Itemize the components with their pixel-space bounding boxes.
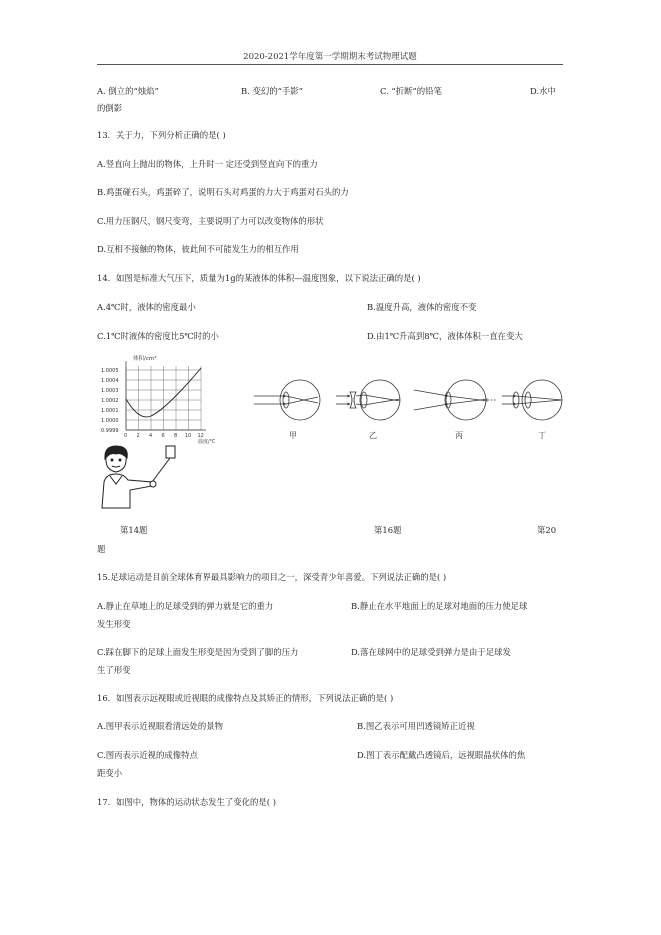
q15-option-b-continued: 发生形变	[97, 619, 131, 629]
q12-option-d-continued: 的倒影	[97, 103, 123, 113]
eye-diagram-bing	[414, 380, 496, 420]
graph-y-tick: 1.0000	[101, 418, 119, 424]
q15-option-c: C.踩在脚下的足球上面发生形变是因为受到了脚的压力	[97, 647, 299, 657]
graph-x-tick: 2	[136, 433, 140, 439]
graph-y-tick: 1.0005	[101, 368, 119, 374]
q15-option-d: D.落在球网中的足球受到弹力是由于足球发	[351, 647, 511, 657]
q12-option-b: B. 变幻的“手影”	[241, 86, 303, 96]
q12-options	[97, 86, 563, 97]
q12-option-a: A. 倒立的“烛焰”	[97, 86, 159, 96]
q13-option-d: D.互相不接触的物体，彼此间不可能发生力的相互作用	[97, 244, 299, 254]
eye-diagrams	[252, 372, 572, 448]
graph-x-tick: 8	[174, 433, 178, 439]
q12-option-d: D.水中	[530, 86, 556, 96]
volume-temperature-graph	[100, 352, 218, 444]
q16-option-d: D.图丁表示配戴凸透镜后，远视眼晶状体的焦	[357, 750, 526, 760]
caption-q16: 第16题	[374, 525, 402, 535]
q14-option-a: A.4℃时，液体的密度最小	[97, 302, 196, 312]
q15-option-a: A.静止在草地上的足球受到的弹力就是它的重力	[97, 601, 274, 611]
selfie-person-illustration	[96, 444, 182, 510]
graph-x-tick: 0	[124, 433, 128, 439]
q14-option-b: B.温度升高，液体的密度不变	[367, 302, 477, 312]
header-divider	[97, 64, 563, 65]
q15-option-b: B.静止在水平地面上的足球对地面的压力使足球	[351, 601, 528, 611]
graph-y-tick: 1.0002	[101, 398, 119, 404]
q16-option-d-continued: 距变小	[97, 768, 123, 778]
q13-option-a: A.竖直向上抛出的物体，上升时一 定还受到竖直向下的重力	[97, 159, 318, 169]
q14-stem: 14．如图是标准大气压下，质量为1g的某液体的体积—温度图象，以下说法正确的是( )	[97, 273, 421, 283]
q14-option-d: D.由1℃升高到8℃，液体体积一直在变大	[367, 331, 523, 341]
caption-q14: 第14题	[120, 525, 148, 535]
q14-option-c: C.1℃时液体的密度比5℃时的小	[97, 331, 219, 341]
graph-x-axis-label: 温度/℃	[198, 439, 216, 444]
q12-option-c: C. “折断”的铅笔	[380, 86, 442, 96]
graph-grid	[126, 366, 201, 430]
graph-y-tick: 0.9999	[101, 428, 119, 434]
eye-label-bing: 丙	[455, 431, 463, 440]
eye-diagram-yi	[336, 380, 400, 420]
caption-q20-continued: 题	[97, 544, 106, 554]
q16-option-b: B.图乙表示可用凹透镜矫正近视	[357, 721, 475, 731]
graph-x-tick: 4	[149, 433, 153, 439]
graph-y-axis-label: 体积/cm³	[133, 356, 157, 362]
graph-y-tick: 1.0001	[101, 408, 119, 414]
q17-stem: 17．如图中，物体的运动状态发生了变化的是( )	[97, 797, 276, 807]
graph-y-tick: 1.0004	[101, 378, 119, 384]
caption-q20: 第20	[537, 525, 557, 535]
q16-option-c: C.图丙表示近视的成像特点	[97, 750, 198, 760]
q15-stem: 15.足球运动是目前全球体育界最具影响力的项目之一，深受青少年喜爱。下列说法正确的是( )	[97, 572, 447, 582]
q16-option-a: A.图甲表示近视眼看清远处的景物	[97, 721, 223, 731]
eye-diagram-jia	[254, 380, 320, 420]
eye-label-jia: 甲	[289, 431, 297, 440]
q13-option-c: C.用力压钢尺，钢尺变弯，主要说明了力可以改变物体的形状	[97, 216, 324, 226]
q13-stem: 13．关于力，下列分析正确的是( )	[97, 130, 226, 140]
q16-stem: 16．如图表示远视眼或近视眼的成像特点及其矫正的情形，下列说法正确的是( )	[97, 693, 394, 703]
eye-label-ding: 丁	[538, 431, 546, 440]
eye-diagram-ding	[502, 380, 562, 420]
graph-y-tick: 1.0003	[101, 388, 119, 394]
graph-x-tick: 10	[185, 433, 192, 439]
page-header: 2020-2021学年度第一学期期末考试物理试题	[243, 52, 417, 62]
eye-label-yi: 乙	[369, 431, 377, 440]
graph-x-tick: 12	[197, 433, 204, 439]
q15-option-d-continued: 生了形变	[97, 665, 131, 675]
q13-option-b: B.鸡蛋碰石头，鸡蛋碎了，说明石头对鸡蛋的力大于鸡蛋对石头的力	[97, 187, 349, 197]
graph-x-tick: 6	[161, 433, 165, 439]
